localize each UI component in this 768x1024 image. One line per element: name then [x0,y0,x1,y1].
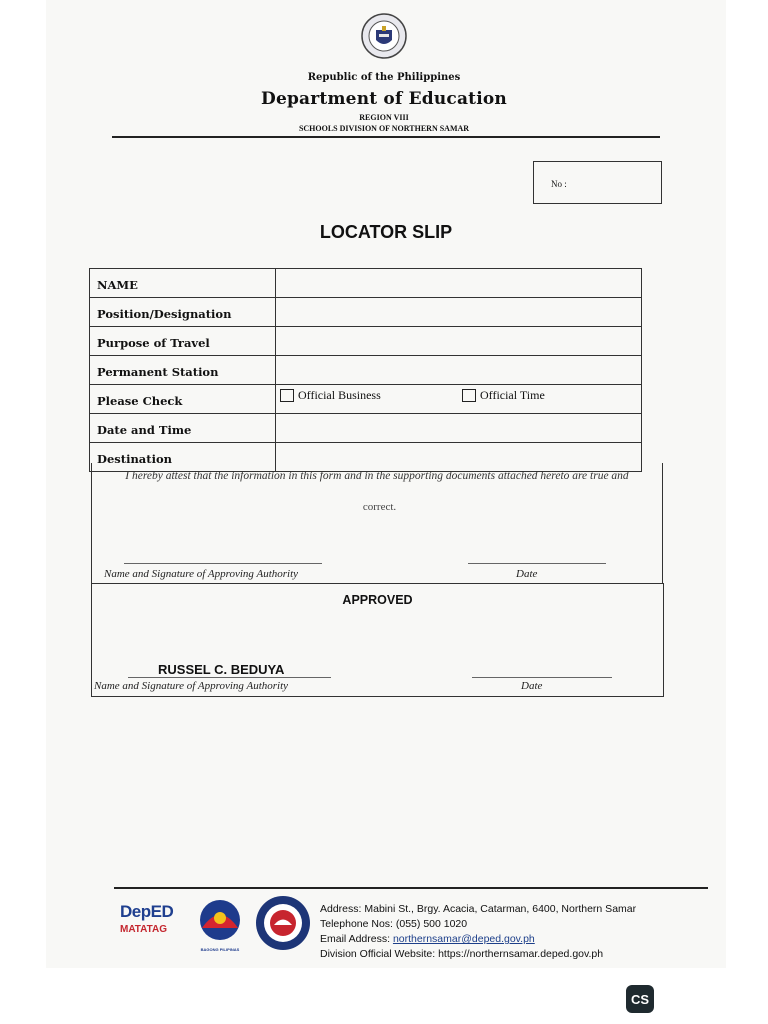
attest-date-line [468,563,606,564]
approver-date-caption: Date [521,680,543,692]
station-label: Permanent Station [90,356,276,384]
header-divider [112,136,660,138]
locator-form-table [89,268,642,472]
slip-number-label: No : [551,179,567,189]
name-label: NAME [90,269,276,297]
approver-signature-caption: Name and Signature of Approving Authority [94,680,289,692]
official-time-label: Official Time [480,388,545,402]
attestation-section [91,463,663,583]
official-business-checkbox[interactable] [280,389,294,402]
footer-address: Address: Mabini St., Brgy. Acacia, Catarman, 6400, Northern Samar [320,903,637,915]
purpose-label: Purpose of Travel [90,327,276,355]
destination-label: Destination [90,443,276,471]
bagong-pilipinas-icon [194,898,246,942]
division-heading: SCHOOLS DIVISION OF NORTHERN SAMAR [298,124,470,133]
datetime-label: Date and Time [90,414,276,442]
name-field[interactable] [276,269,641,297]
official-business-option[interactable] [280,388,381,403]
region-heading: REGION VIII [359,113,409,122]
page-title: LOCATOR SLIP [319,222,453,242]
check-label: Please Check [90,385,276,413]
official-time-checkbox[interactable] [462,389,476,402]
form-row-check [90,385,641,414]
form-row-station [90,356,641,385]
deped-seal-icon [360,12,408,60]
form-row-name [90,269,641,298]
division-seal-icon [254,894,312,952]
approver-name: RUSSEL C. BEDUYA [158,662,285,677]
purpose-field[interactable] [276,327,641,355]
republic-heading: Republic of the Philippines [307,72,461,83]
attestation-text-end: correct. [362,501,397,513]
footer-email-label: Email Address: [320,933,393,945]
footer-phone: Telephone Nos: (055) 500 1020 [320,918,468,930]
attest-signature-line [124,563,322,564]
bagong-pilipinas-text: BAGONG PILIPINAS [200,947,240,952]
camscanner-badge-icon: CS [626,985,654,1013]
station-field[interactable] [276,356,641,384]
footer-divider [114,887,708,889]
attestation-text: I hereby attest that the information in this form and in the supporting documents attached hereto are true and [125,470,629,482]
approver-date-line [472,677,612,678]
check-options [276,385,641,413]
form-row-datetime [90,414,641,443]
form-row-position [90,298,641,327]
deped-logo-text: DepED [120,902,174,921]
bagong-pilipinas-logo [194,898,246,950]
attest-date-caption: Date [516,568,538,580]
slip-number-field[interactable] [533,161,662,204]
position-label: Position/Designation [90,298,276,326]
footer-contact-block [320,902,636,962]
datetime-field[interactable] [276,414,641,442]
footer-website[interactable]: Division Official Website: https://northernsamar.deped.gov.ph [320,948,604,960]
position-field[interactable] [276,298,641,326]
footer-email-link[interactable]: northernsamar@deped.gov.ph [392,933,535,945]
approval-section [91,583,664,697]
form-row-purpose [90,327,641,356]
matatag-logo-text: MATATAG [120,924,168,935]
deped-matatag-logo [120,902,184,948]
official-time-option[interactable] [462,388,545,403]
approved-heading: APPROVED [342,593,413,607]
footer-email-row [320,932,636,947]
official-business-label: Official Business [298,388,381,402]
department-heading: Department of Education [261,89,507,109]
approver-signature-line [128,677,331,678]
attest-signature-caption: Name and Signature of Approving Authority [104,568,299,580]
